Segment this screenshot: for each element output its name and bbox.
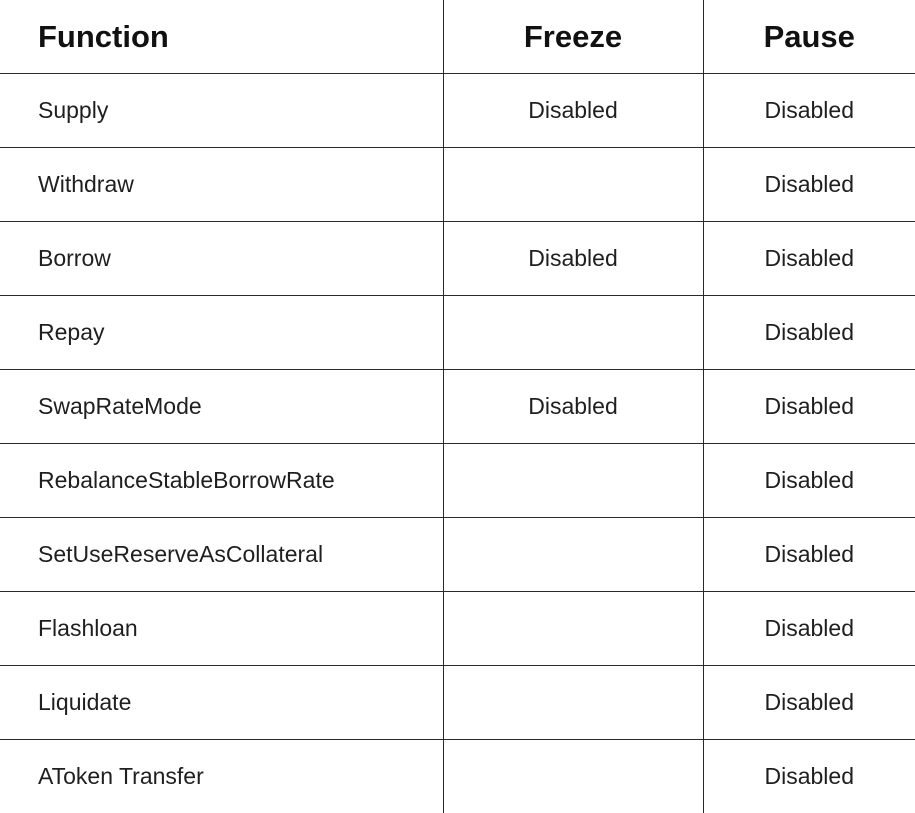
cell-pause: Disabled [703, 518, 915, 592]
cell-function: RebalanceStableBorrowRate [0, 444, 443, 518]
table-row [0, 666, 915, 740]
cell-freeze [443, 444, 703, 518]
table-row [0, 518, 915, 592]
header-freeze: Freeze [443, 0, 703, 74]
cell-function: Flashloan [0, 592, 443, 666]
cell-pause: Disabled [703, 74, 915, 148]
cell-function: SetUseReserveAsCollateral [0, 518, 443, 592]
table-row [0, 370, 915, 444]
table-row [0, 444, 915, 518]
cell-function: AToken Transfer [0, 740, 443, 813]
table-header-row [0, 0, 915, 74]
cell-freeze: Disabled [443, 74, 703, 148]
cell-freeze [443, 296, 703, 370]
cell-pause: Disabled [703, 148, 915, 222]
cell-freeze: Disabled [443, 222, 703, 296]
cell-function: Repay [0, 296, 443, 370]
cell-pause: Disabled [703, 740, 915, 813]
cell-freeze [443, 518, 703, 592]
cell-pause: Disabled [703, 444, 915, 518]
table-row [0, 740, 915, 813]
cell-pause: Disabled [703, 370, 915, 444]
cell-pause: Disabled [703, 222, 915, 296]
header-pause: Pause [703, 0, 915, 74]
cell-freeze [443, 592, 703, 666]
table-row [0, 222, 915, 296]
header-function: Function [0, 0, 443, 74]
cell-freeze [443, 148, 703, 222]
table-row [0, 296, 915, 370]
cell-function: SwapRateMode [0, 370, 443, 444]
cell-pause: Disabled [703, 296, 915, 370]
cell-function: Supply [0, 74, 443, 148]
table-row [0, 148, 915, 222]
table-row [0, 74, 915, 148]
cell-pause: Disabled [703, 592, 915, 666]
table-row [0, 592, 915, 666]
cell-freeze [443, 666, 703, 740]
cell-function: Withdraw [0, 148, 443, 222]
cell-pause: Disabled [703, 666, 915, 740]
cell-function: Borrow [0, 222, 443, 296]
cell-function: Liquidate [0, 666, 443, 740]
cell-freeze [443, 740, 703, 813]
cell-freeze: Disabled [443, 370, 703, 444]
